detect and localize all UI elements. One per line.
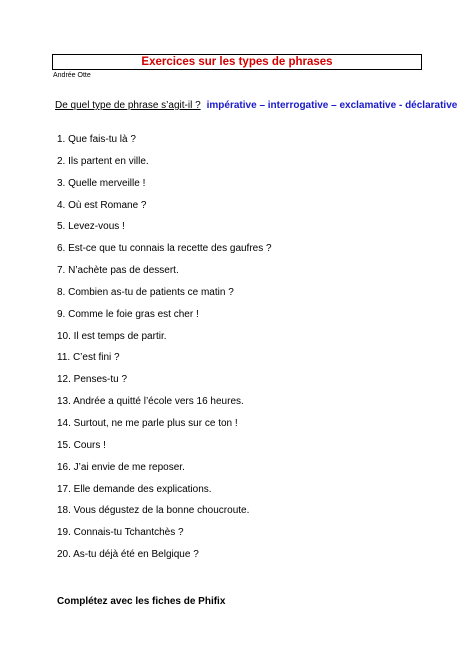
sentence-item: 11. C’est fini ? [57, 352, 120, 364]
title-box [52, 54, 422, 70]
sentence-item: 12. Penses-tu ? [57, 374, 128, 386]
question-options: impérative – interrogative – exclamative - déclarative [206, 100, 458, 111]
sentence-item: 6. Est-ce que tu connais la recette des gaufres ? [57, 243, 272, 255]
document-title: Exercices sur les types de phrases [141, 56, 333, 68]
sentence-item: 2. Ils partent en ville. [57, 155, 149, 167]
sentence-item: 13. Andrée a quitté l’école vers 16 heures. [57, 396, 244, 408]
sentence-item: 9. Comme le foie gras est cher ! [57, 308, 199, 320]
sentence-item: 7. N’achète pas de dessert. [57, 265, 179, 277]
sentence-item: 18. Vous dégustez de la bonne choucroute. [57, 505, 250, 517]
sentence-item: 16. J’ai envie de me reposer. [57, 461, 185, 473]
sentence-item: 19. Connais-tu Tchantchès ? [57, 527, 184, 539]
question-label: De quel type de phrase s’agit-il ? [55, 100, 201, 111]
sentence-item: 1. Que fais-tu là ? [57, 134, 136, 145]
author-name: Andrée Otte [53, 72, 91, 79]
sentence-list [57, 134, 272, 571]
sentence-item: 3. Quelle merveille ! [57, 177, 146, 189]
question-line [55, 100, 457, 112]
sentence-item: 5. Levez-vous ! [57, 221, 125, 233]
footer-note: Complétez avec les fiches de Phifix [57, 596, 226, 607]
sentence-item: 20. As-tu déjà été en Belgique ? [57, 549, 199, 561]
sentence-item: 10. Il est temps de partir. [57, 330, 167, 342]
sentence-item: 17. Elle demande des explications. [57, 483, 212, 495]
sentence-item: 15. Cours ! [57, 439, 106, 451]
sentence-item: 14. Surtout, ne me parle plus sur ce ton ! [57, 417, 238, 429]
sentence-item: 4. Où est Romane ? [57, 199, 147, 211]
sentence-item: 8. Combien as-tu de patients ce matin ? [57, 286, 234, 298]
